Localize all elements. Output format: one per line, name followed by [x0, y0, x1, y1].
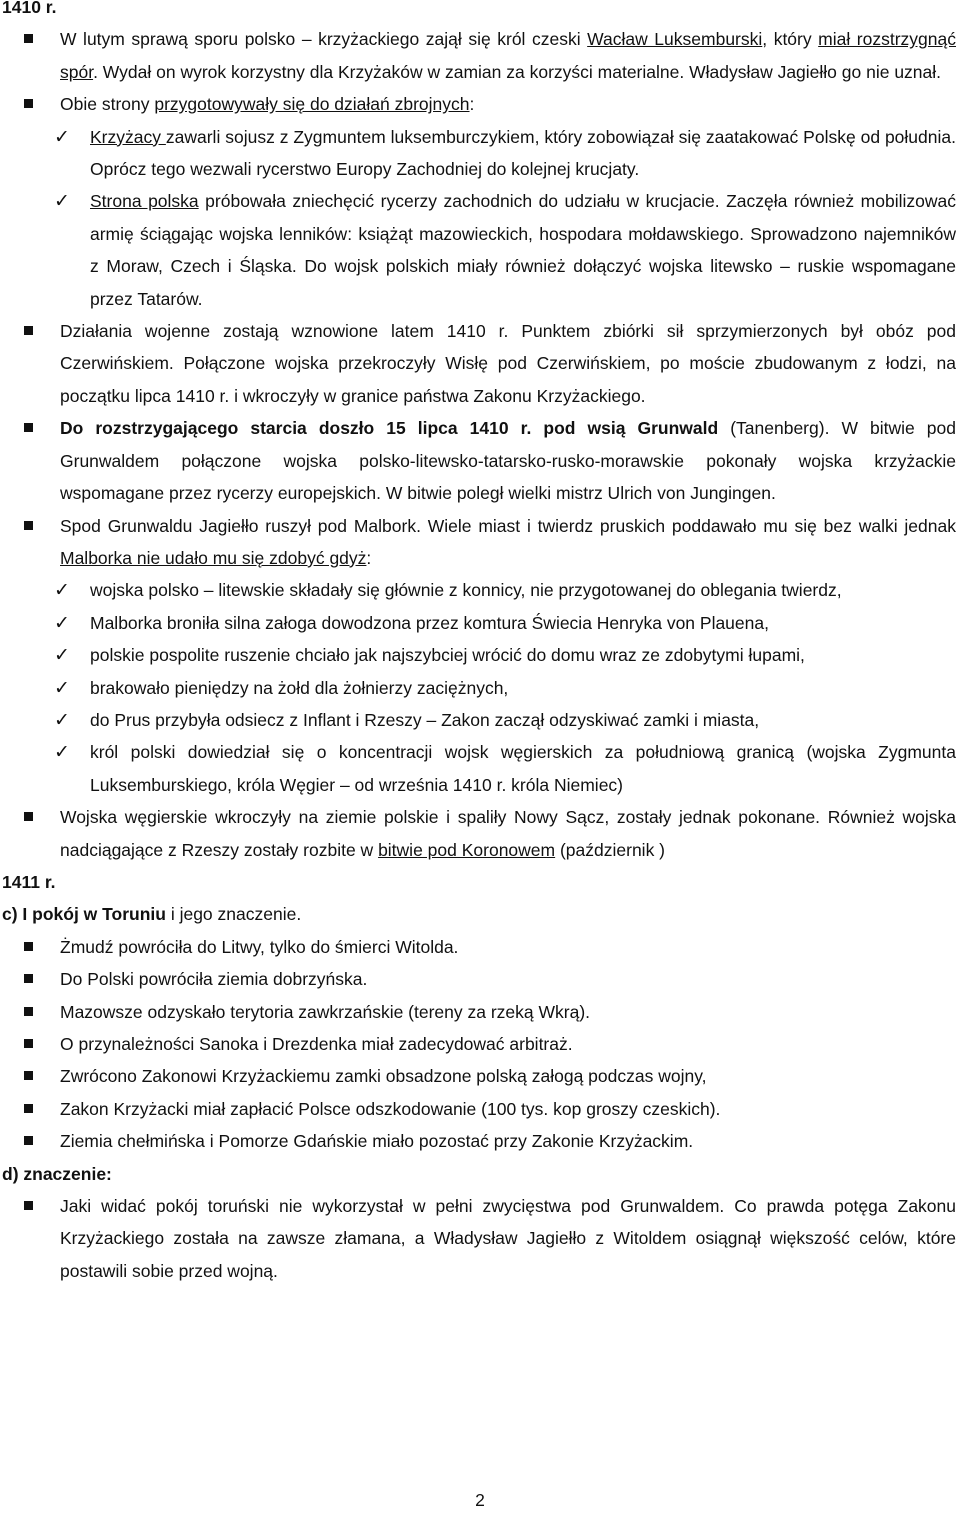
square-bullet-icon — [24, 423, 33, 432]
list-item: Do rozstrzygającego starcia doszło 15 lipca 1410 r. pod wsią Grunwald (Tanenberg). W bitwie pod Grunwaldem połączone wojska polsko-litewsko-tatarsko-rusko-morawskie pokonały wojska krzyżackie wspomagane przez rycerzy europejskich. W bitwie poległ wielki mistrz Ulrich von Jungingen. — [0, 412, 960, 509]
list-item: O przynależności Sanoka i Drezdenka miał zadecydować arbitraż. — [0, 1028, 960, 1060]
check-mark-icon: ✓ — [54, 741, 70, 764]
square-bullet-icon — [24, 34, 33, 43]
check-mark-icon: ✓ — [54, 190, 70, 213]
list-item: Jaki widać pokój toruński nie wykorzystał w pełni zwycięstwa pod Grunwaldem. Co prawda potęga Zakonu Krzyżackiego została na zawsze złamana, a Władysław Jagiełło z Witoldem osiągnął większość celów, które postawili sobie przed wojną. — [0, 1190, 960, 1287]
underlined-text: Malborka nie udało mu się zdobyć gdyż — [60, 547, 367, 568]
check-mark-icon: ✓ — [54, 125, 70, 148]
page-number: 2 — [475, 1490, 485, 1510]
underlined-text: Strona polska — [90, 191, 199, 212]
square-bullet-icon — [24, 1201, 33, 1210]
check-list-item: ✓ brakowało pieniędzy na żołd dla żołnierzy zaciężnych, — [0, 672, 960, 704]
square-bullet-icon — [24, 326, 33, 335]
list-item: W lutym sprawą sporu polsko – krzyżackiego zajął się król czeski Wacław Luksemburski, który miał rozstrzygnąć spór. Wydał on wyrok korzystny dla Krzyżaków w zamian za korzyści materialne. Władysław Jagiełło go nie uznał. — [0, 23, 960, 88]
square-bullet-icon — [24, 812, 33, 821]
underlined-text: przygotowywały się do działań zbrojnych — [154, 94, 470, 115]
treaty-terms-list — [0, 931, 960, 1158]
list-item: Zakon Krzyżacki miał zapłacić Polsce odszkodowanie (100 tys. kop groszy czeskich). — [0, 1093, 960, 1125]
square-bullet-icon — [24, 99, 33, 108]
underlined-text: miał rozstrzygnąć spór — [60, 29, 956, 82]
significance-list — [0, 1190, 960, 1287]
square-bullet-icon — [24, 1136, 33, 1145]
section-heading-1411: 1411 r. — [2, 871, 56, 892]
check-list-item: ✓ Krzyżacy zawarli sojusz z Zygmuntem luksemburczykiem, który zobowiązał się zaatakować Polskę od południa. Oprócz tego wezwali rycerstwo Europy Zachodniej do kolejnej krucjaty. — [0, 121, 960, 186]
list-item: Mazowsze odzyskało terytoria zawkrzańskie (tereny za rzeką Wkrą). — [0, 996, 960, 1028]
square-bullet-icon — [24, 942, 33, 951]
list-item: Spod Grunwaldu Jagiełło ruszył pod Malbork. Wiele miast i twierdz pruskich poddawało mu się bez walki jednak Malborka nie udało mu się zdobyć gdyż: — [0, 510, 960, 575]
square-bullet-icon — [24, 974, 33, 983]
list-item: Do Polski powróciła ziemia dobrzyńska. — [0, 963, 960, 995]
check-list-item: ✓ polskie pospolite ruszenie chciało jak najszybciej wrócić do domu wraz ze zdobytymi łupami, — [0, 639, 960, 671]
check-mark-icon: ✓ — [54, 611, 70, 634]
underlined-text: Krzyżacy — [90, 126, 166, 147]
square-bullet-icon — [24, 1039, 33, 1048]
check-list-item: ✓ Strona polska próbowała zniechęcić rycerzy zachodnich do udziału w krucjacie. Zaczęła również mobilizować armię ściągając wojska lenników: książąt mazowieckich, hospodara mołdawskiego. Sprowadzono najemników z Moraw, Czech i Śląska. Do wojsk polskich miały również dołączyć wojska litewsko – ruskie wspomagane przez Tatarów. — [0, 185, 960, 315]
check-mark-icon: ✓ — [54, 644, 70, 667]
check-list-item: ✓ król polski dowiedział się o koncentracji wojsk węgierskich za południową granicą (wojska Zygmunta Luksemburskiego, króla Węgier – od września 1410 r. króla Niemiec) — [0, 736, 960, 801]
list-item: Zwrócono Zakonowi Krzyżackiemu zamki obsadzone polską załogą podczas wojny, — [0, 1060, 960, 1092]
bold-text: Do rozstrzygającego starcia doszło 15 lipca 1410 r. pod wsią Grunwald — [60, 418, 719, 439]
square-bullet-icon — [24, 521, 33, 530]
square-bullet-icon — [24, 1007, 33, 1016]
list-item: Żmudź powróciła do Litwy, tylko do śmierci Witolda. — [0, 931, 960, 963]
check-list-item: ✓ Malborka broniła silna załoga dowodzona przez komtura Świecia Henryka von Plauena, — [0, 607, 960, 639]
check-list-item: ✓ do Prus przybyła odsiecz z Inflant i Rzeszy – Zakon zaczął odzyskiwać zamki i miasta, — [0, 704, 960, 736]
list-item: Obie strony przygotowywały się do działań zbrojnych: — [0, 88, 960, 120]
check-list-item: ✓ wojska polsko – litewskie składały się głównie z konnicy, nie przygotowanej do oblegania twierdz, — [0, 574, 960, 606]
section-heading-peace-of-torun: c) I pokój w Toruniu i jego znaczenie. — [2, 904, 302, 925]
events-1410-list — [0, 23, 960, 866]
list-item: Ziemia chełmińska i Pomorze Gdańskie miało pozostać przy Zakonie Krzyżackim. — [0, 1125, 960, 1157]
list-item: Działania wojenne zostają wznowione latem 1410 r. Punktem zbiórki sił sprzymierzonych był obóz pod Czerwińskiem. Połączone wojska przekroczyły Wisłę pod Czerwińskiem, po moście zbudowanym z łodzi, na początku lipca 1410 r. i wkroczyły w granice państwa Zakonu Krzyżackiego. — [0, 315, 960, 412]
check-mark-icon: ✓ — [54, 708, 70, 731]
list-item: Wojska węgierskie wkroczyły na ziemie polskie i spaliły Nowy Sącz, zostały jednak pokonane. Również wojska nadciągające z Rzeszy zostały rozbite w bitwie pod Koronowem (październik ) — [0, 801, 960, 866]
square-bullet-icon — [24, 1071, 33, 1080]
underlined-text: bitwie pod Koronowem — [378, 839, 556, 860]
square-bullet-icon — [24, 1104, 33, 1113]
check-mark-icon: ✓ — [54, 579, 70, 602]
section-heading-significance: d) znaczenie: — [2, 1163, 112, 1184]
check-mark-icon: ✓ — [54, 676, 70, 699]
underlined-text: Wacław Luksemburski — [587, 29, 763, 50]
section-heading-1410: 1410 r. — [2, 0, 57, 17]
